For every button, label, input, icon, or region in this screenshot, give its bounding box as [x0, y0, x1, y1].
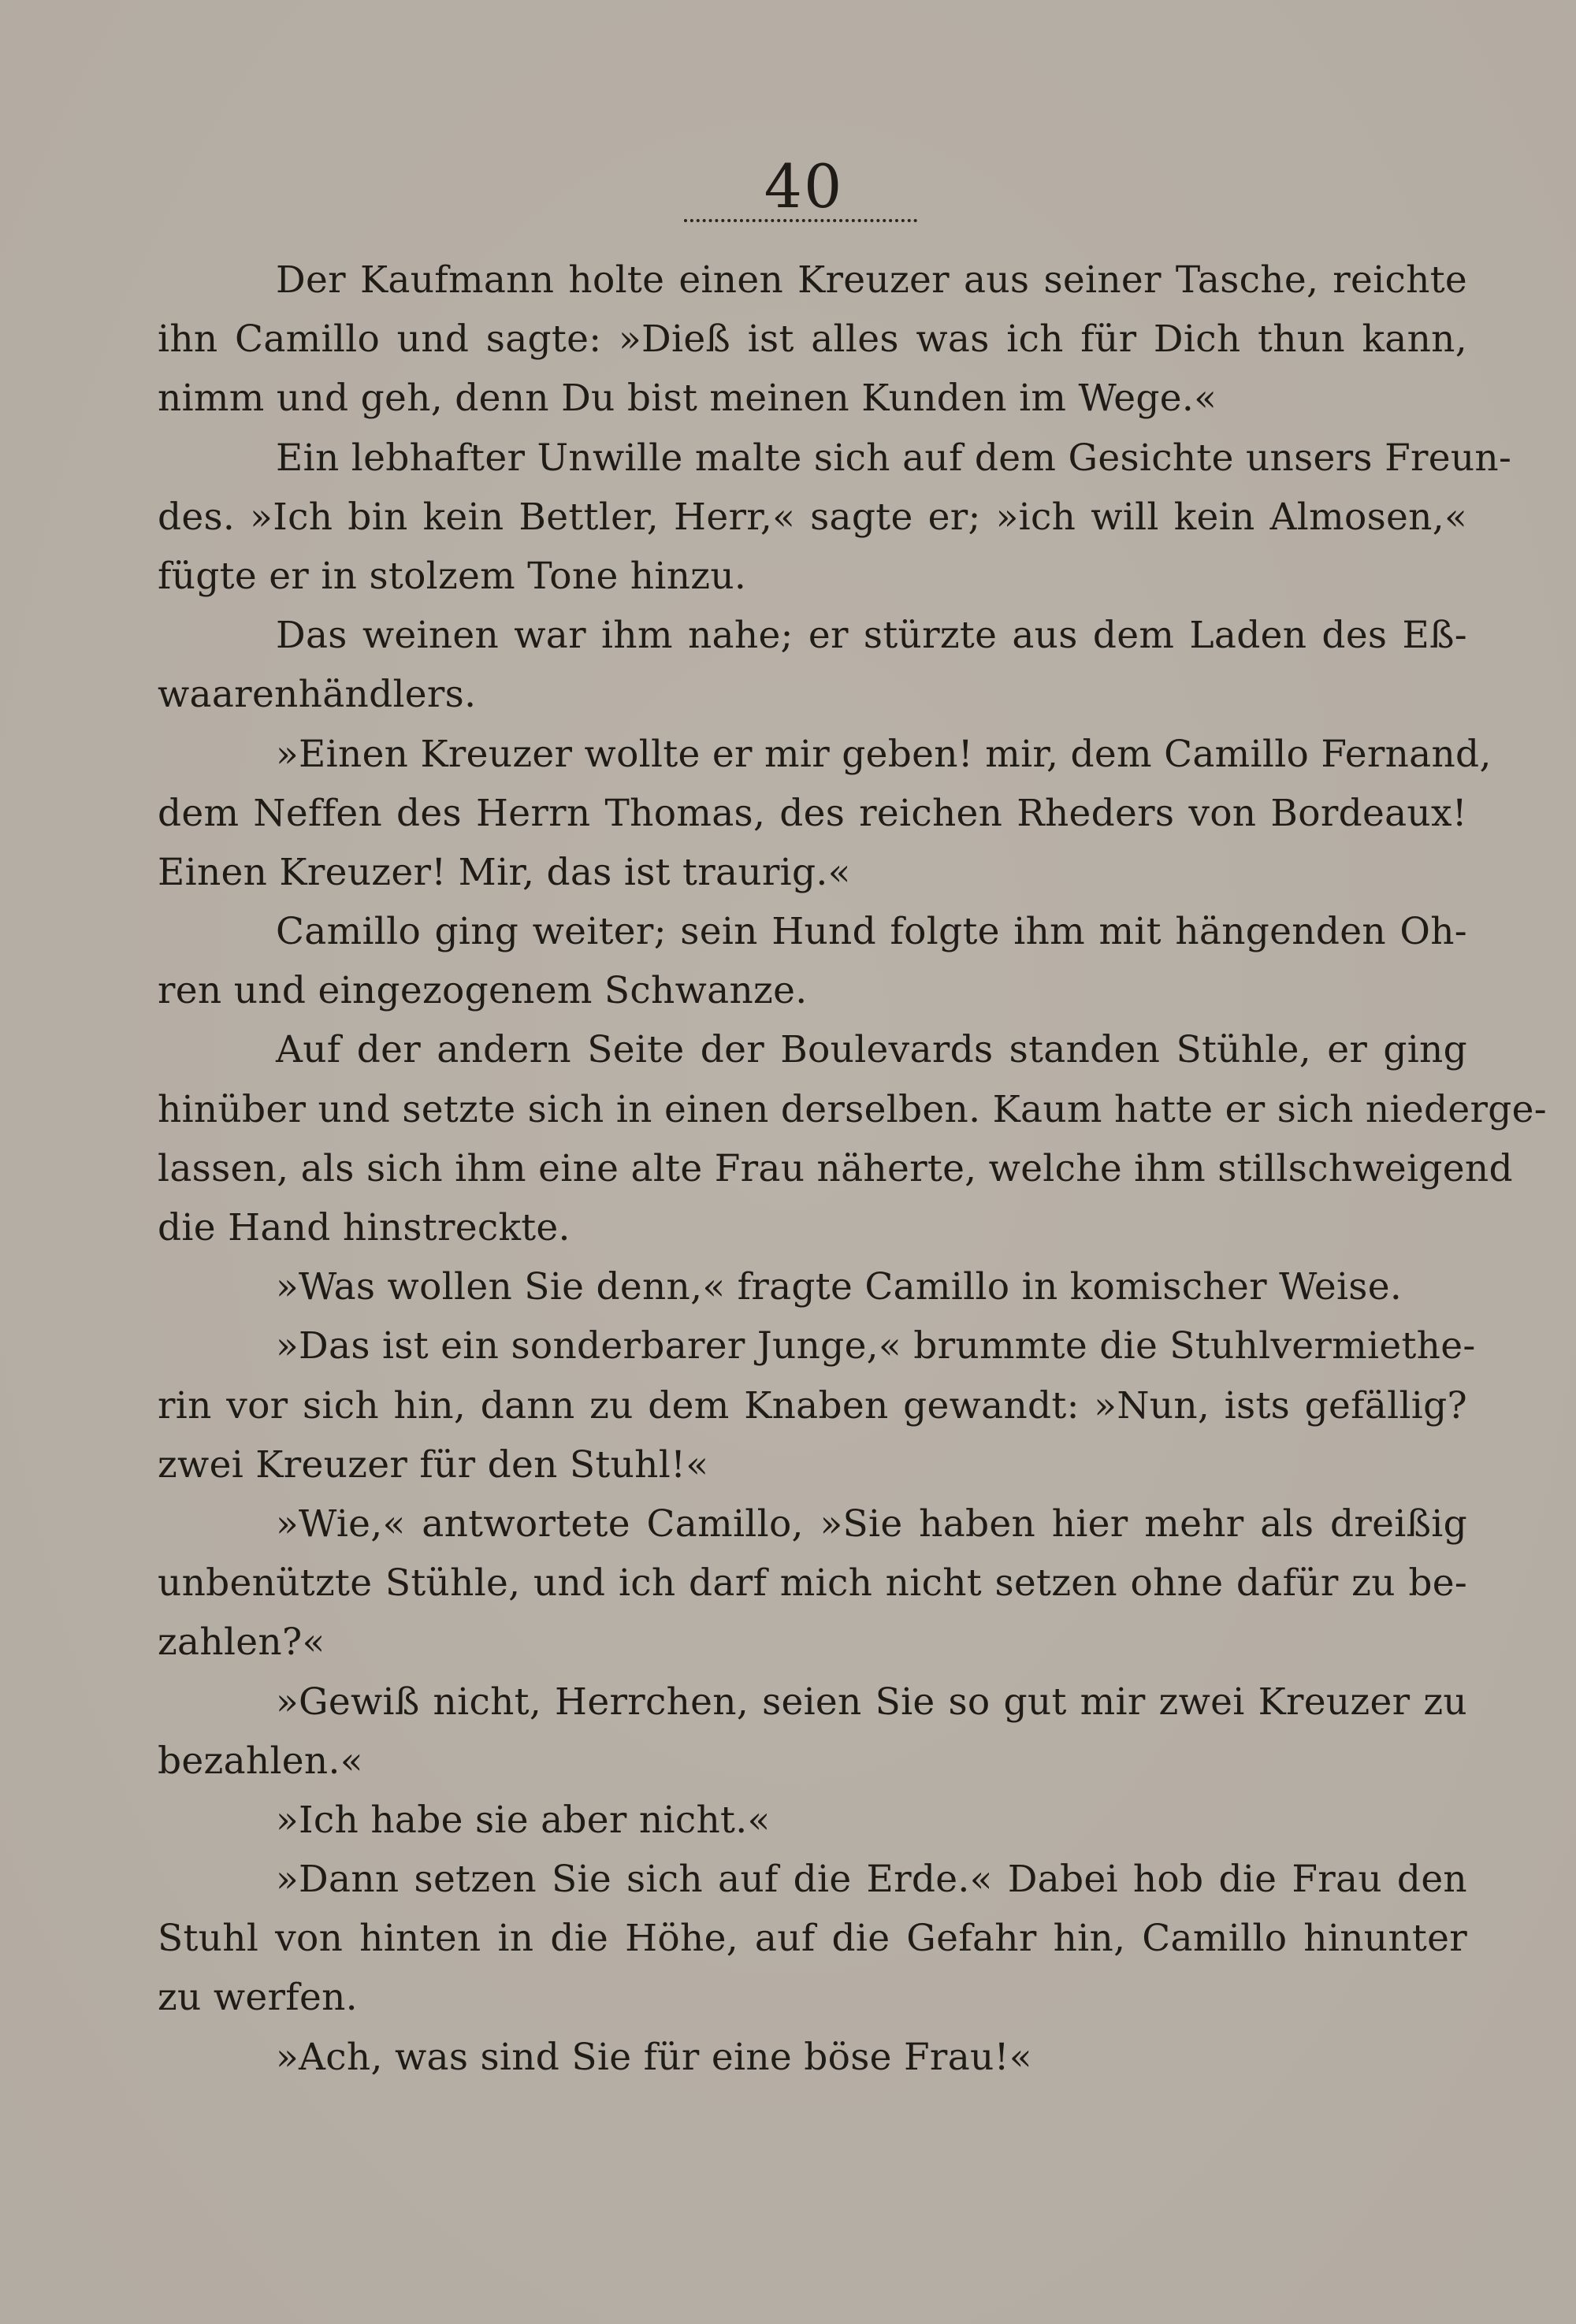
text-line: ren und eingezogenem Schwanze. [158, 969, 808, 1013]
text-line: Der Kaufmann holte einen Kreuzer aus seiner Tasche, reichte [276, 258, 1467, 302]
text-line: zwei Kreuzer für den Stuhl!« [158, 1442, 709, 1487]
text-line: zahlen?« [158, 1620, 325, 1665]
text-line: des. »Ich bin kein Bettler, Herr,« sagte er; »ich will kein Almosen,« [158, 495, 1467, 539]
text-line: rin vor sich hin, dann zu dem Knaben gewandt: »Nun, ists gefällig? [158, 1383, 1467, 1427]
text-line: »Das ist ein sonderbarer Junge,« brummte die Stuhlvermiethe- [276, 1324, 1476, 1368]
text-line: waarenhändlers. [158, 673, 477, 717]
text-line: »Ich habe sie aber nicht.« [276, 1798, 771, 1842]
text-line: dem Neffen des Herrn Thomas, des reichen Rheders von Bordeaux! [158, 791, 1467, 835]
text-line: bezahlen.« [158, 1739, 363, 1783]
text-line: »Dann setzen Sie sich auf die Erde.« Dabei hob die Frau den [276, 1858, 1467, 1902]
text-line: hinüber und setzte sich in einen derselben. Kaum hatte er sich niederge- [158, 1087, 1547, 1131]
text-line: »Was wollen Sie denn,« fragte Camillo in komischer Weise. [276, 1265, 1403, 1309]
text-line: Stuhl von hinten in die Höhe, auf die Gefahr hin, Camillo hinunter [158, 1917, 1467, 1961]
text-line: »Ach, was sind Sie für eine böse Frau!« [276, 2035, 1032, 2079]
text-line: Auf der andern Seite der Boulevards standen Stühle, er ging [276, 1028, 1467, 1072]
text-line: Einen Kreuzer! Mir, das ist traurig.« [158, 850, 851, 894]
header-rule [684, 219, 917, 222]
body-text [158, 251, 1547, 2087]
text-line: ihn Camillo und sagte: »Dieß ist alles was ich für Dich thun kann, [158, 317, 1467, 362]
page-number: 40 [764, 151, 844, 221]
text-line: »Wie,« antwortete Camillo, »Sie haben hier mehr als dreißig [276, 1502, 1467, 1546]
text-line: unbenützte Stühle, und ich darf mich nicht setzen ohne dafür zu be- [158, 1561, 1467, 1606]
text-line: die Hand hinstreckte. [158, 1206, 571, 1249]
text-line: zu werfen. [158, 1976, 358, 2020]
text-line: »Gewiß nicht, Herrchen, seien Sie so gut mir zwei Kreuzer zu [276, 1680, 1467, 1724]
text-line: Camillo ging weiter; sein Hund folgte ihm mit hängenden Oh- [276, 910, 1467, 954]
text-line: fügte er in stolzem Tone hinzu. [158, 554, 747, 598]
text-line: Das weinen war ihm nahe; er stürzte aus dem Laden des Eß- [276, 614, 1467, 658]
text-line: Ein lebhafter Unwille malte sich auf dem Gesichte unsers Freun- [276, 436, 1512, 480]
text-line: nimm und geh, denn Du bist meinen Kunden im Wege.« [158, 377, 1217, 421]
text-line: »Einen Kreuzer wollte er mir geben! mir, dem Camillo Fernand, [276, 732, 1492, 776]
text-line: lassen, als sich ihm eine alte Frau näherte, welche ihm stillschweigend [158, 1146, 1513, 1190]
